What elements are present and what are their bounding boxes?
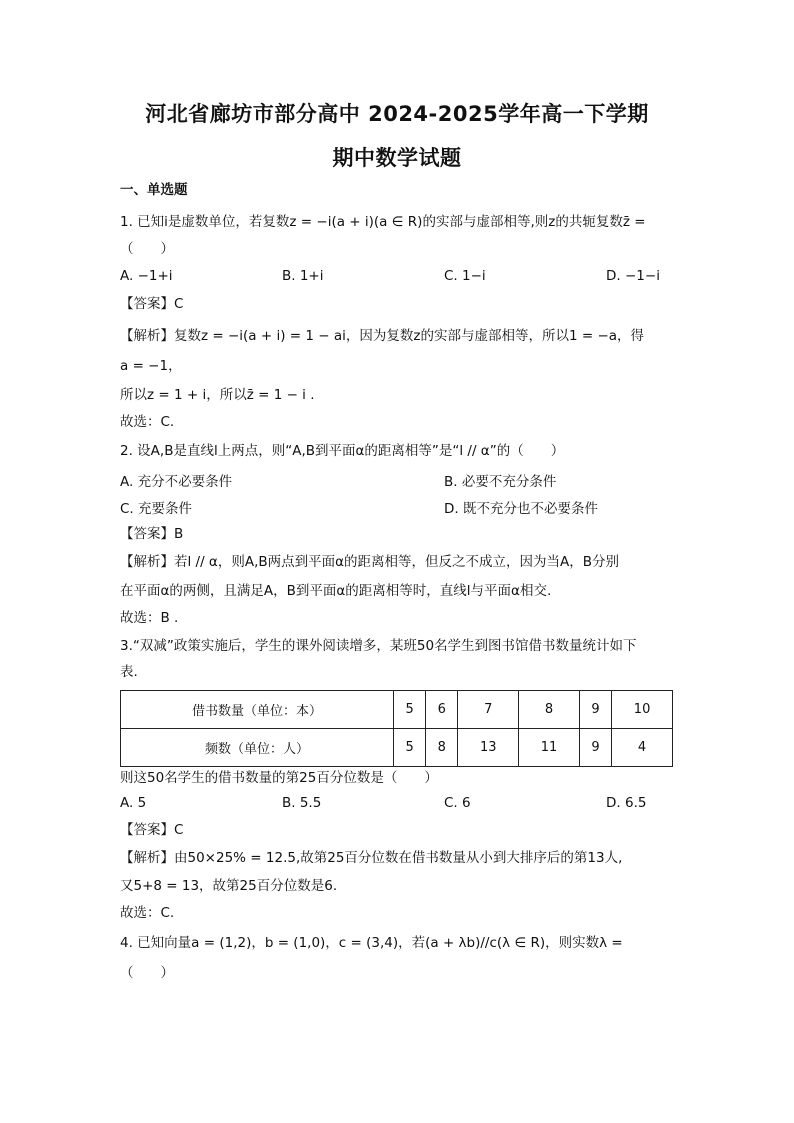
table-cell: 4 [612, 729, 673, 767]
q1-option-b: B. 1+i [282, 268, 324, 284]
q3-stem-1: 3.“双减”政策实施后，学生的课外阅读增多，某班50名学生到图书馆借书数量统计如下 [120, 638, 637, 654]
q2-analysis-1: 【解析】若l // α，则A,B两点到平面α的距离相等，但反之不成立，因为当A，B分别 [120, 554, 620, 570]
q2-option-c: C. 充要条件 [120, 501, 193, 517]
q3-answer: 【答案】C [120, 822, 184, 838]
q1-option-c: C. 1−i [444, 268, 486, 284]
table-cell: 13 [458, 729, 519, 767]
q3-option-c: C. 6 [444, 795, 471, 811]
q1-stem: 1. 已知i是虚数单位，若复数z = −i(a + i)(a ∈ R)的实部与虚部相等,则z的共轭复数z̄ = [120, 214, 646, 230]
q2-answer: 【答案】B [120, 526, 184, 542]
q1-option-a: A. −1+i [120, 268, 173, 284]
table-cell: 5 [394, 691, 426, 729]
q1-analysis-1: 【解析】复数z = −i(a + i) = 1 − ai，因为复数z的实部与虚部相等，所以1 = −a，得 [120, 328, 645, 344]
table-cell: 7 [458, 691, 519, 729]
q1-paren: （ ） [120, 241, 174, 257]
table-row-header: 频数（单位：人） [121, 729, 394, 767]
table-cell: 5 [394, 729, 426, 767]
table-row-header: 借书数量（单位：本） [121, 691, 394, 729]
q3-analysis-1: 【解析】由50×25% = 12.5,故第25百分位数在借书数量从小到大排序后的第13人, [120, 850, 623, 866]
q3-analysis-2: 又5+8 = 13，故第25百分位数是6. [120, 878, 338, 894]
q2-analysis-2: 在平面α的两侧，且满足A，B到平面α的距离相等时，直线l与平面α相交. [120, 583, 552, 599]
table-cell: 9 [579, 691, 611, 729]
q1-option-d: D. −1−i [606, 268, 660, 284]
q2-stem: 2. 设A,B是直线l上两点，则“A,B到平面α的距离相等”是“l // α”的（ ） [120, 443, 565, 459]
q2-option-b: B. 必要不充分条件 [444, 474, 557, 490]
q4-stem: 4. 已知向量a = (1,2)，b = (1,0)，c = (3,4)，若(a + λb)//c(λ ∈ R)，则实数λ = [120, 935, 623, 951]
table-cell: 11 [519, 729, 580, 767]
q3-question: 则这50名学生的借书数量的第25百分位数是（ ） [120, 770, 438, 786]
q2-option-a: A. 充分不必要条件 [120, 474, 233, 490]
table-row [121, 729, 673, 767]
q1-analysis-3: 所以z = 1 + i，所以z̄ = 1 − i . [120, 387, 315, 403]
table-cell: 9 [579, 729, 611, 767]
table-cell: 6 [426, 691, 458, 729]
q3-stem-2: 表. [120, 664, 138, 680]
table-cell: 8 [519, 691, 580, 729]
section-heading: 一、单选题 [120, 182, 188, 198]
q1-choose: 故选：C. [120, 414, 175, 430]
q2-choose: 故选：B . [120, 610, 179, 626]
q2-option-d: D. 既不充分也不必要条件 [444, 501, 598, 517]
q1-answer: 【答案】C [120, 296, 184, 312]
table-cell: 8 [426, 729, 458, 767]
q1-analysis-2: a = −1， [120, 358, 182, 374]
borrow-stats-table [120, 690, 673, 767]
q3-option-a: A. 5 [120, 795, 147, 811]
doc-title-line1: 河北省廊坊市部分高中 2024-2025学年高一下学期 [145, 102, 649, 126]
table-row [121, 691, 673, 729]
q4-paren: （ ） [120, 965, 174, 981]
q3-choose: 故选：C. [120, 905, 175, 921]
q3-option-b: B. 5.5 [282, 795, 322, 811]
q3-option-d: D. 6.5 [606, 795, 647, 811]
doc-title-line2: 期中数学试题 [332, 146, 462, 170]
table-cell: 10 [612, 691, 673, 729]
